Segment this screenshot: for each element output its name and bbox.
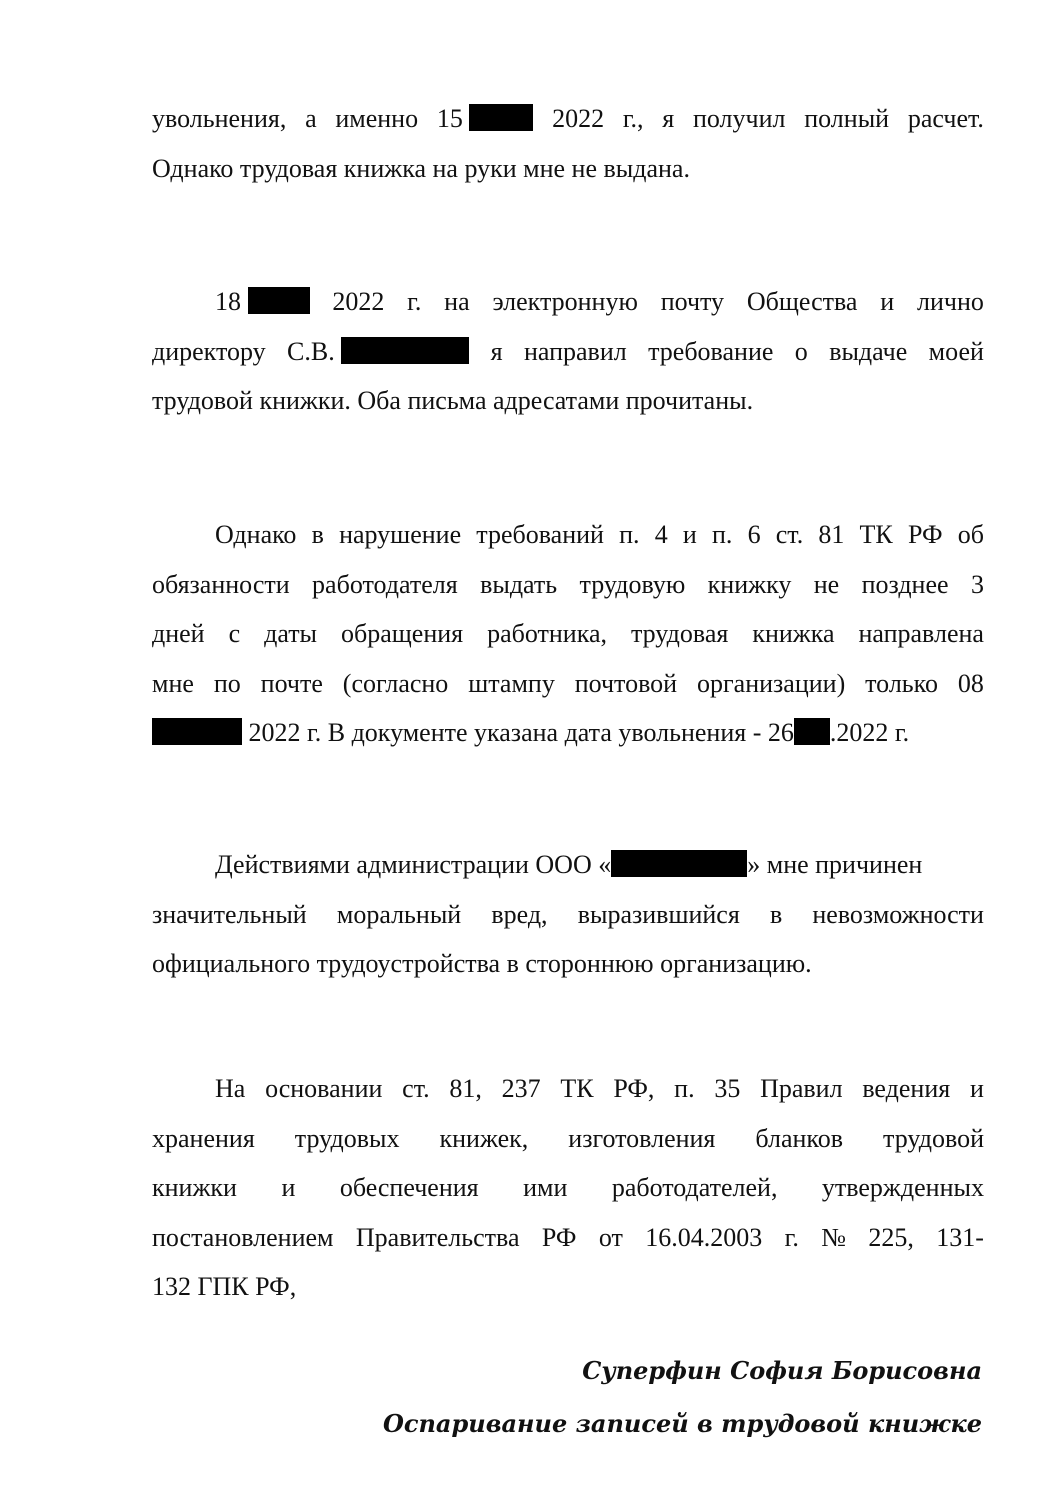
paragraph-line: Однако трудовая книжка на руки мне не выдана. (152, 153, 690, 183)
paragraph-line: Действиями администрации ООО « » мне причинен (215, 850, 923, 879)
redaction-block (341, 337, 469, 364)
footer-author: Суперфин София Борисовна (582, 1356, 982, 1385)
redaction-block (794, 718, 830, 745)
paragraph-line: книжки и обеспечения ими работодателей, утвержденных (152, 1173, 984, 1202)
paragraph-line: значительный моральный вред, выразившийся в невозможности (152, 899, 984, 929)
redaction-block (152, 718, 242, 745)
paragraph-dismissal-payment (152, 94, 984, 193)
paragraph-line: хранения трудовых книжек, изготовления бланков трудовой (152, 1123, 984, 1153)
paragraph-legal-basis (152, 1064, 984, 1312)
paragraph-moral-damage (152, 840, 984, 989)
footer-subject: Оспаривание записей в трудовой книжке (382, 1409, 982, 1438)
paragraph-request-sent (152, 277, 984, 426)
paragraph-line: 132 ГПК РФ, (152, 1272, 297, 1301)
redaction-block (469, 104, 533, 131)
paragraph-line: постановлением Правительства РФ от 16.04.2003 г. № 225, 131- (152, 1222, 984, 1252)
paragraph-line: 18 2022 г. на электронную почту Общества и лично (215, 287, 984, 316)
paragraph-line: официального трудоустройства в стороннюю организацию. (152, 949, 812, 978)
paragraph-line: дней с даты обращения работника, трудовая книжка направлена (152, 619, 984, 648)
redaction-block (611, 850, 747, 877)
redaction-block (248, 287, 310, 314)
paragraph-line: обязанности работодателя выдать трудовую книжку не позднее 3 (152, 569, 984, 599)
paragraph-line: увольнения, а именно 15 2022 г., я получил полный расчет. (152, 104, 984, 133)
paragraph-line: На основании ст. 81, 237 ТК РФ, п. 35 Правил ведения и (215, 1074, 984, 1103)
paragraph-line: 2022 г. В документе указана дата увольнения - 26 .2022 г. (152, 708, 984, 758)
paragraph-line: директору С.В. я направил требование о выдаче моей (152, 336, 984, 366)
paragraph-line: трудовой книжки. Оба письма адресатами прочитаны. (152, 386, 754, 415)
paragraph-violation (152, 510, 984, 758)
paragraph-line: мне по почте (согласно штампу почтовой организации) только 08 (152, 668, 984, 698)
paragraph-line: Однако в нарушение требований п. 4 и п. 6 ст. 81 ТК РФ об (215, 520, 984, 549)
